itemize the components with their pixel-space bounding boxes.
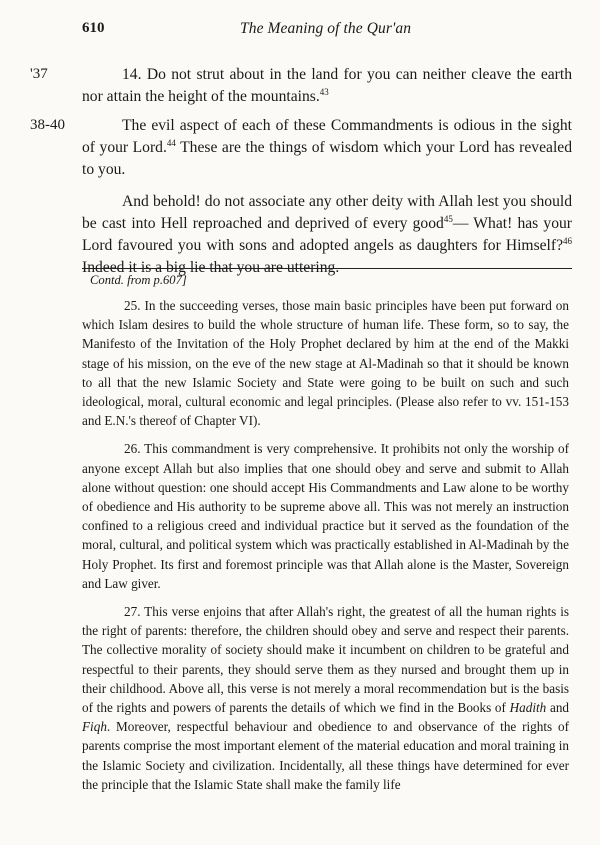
- note-26: 26. This commandment is very comprehensive. It prohibits not only the worship of anyone except Allah but also implies that one should obey and serve and submit to Allah alone without question: one should accept His Commandments and Law alone to be worthy of obedience and His authority to be supreme above all. This was not merely an instruction confined to a religious creed and individual practice but it served as the foundation of the moral, cultural, and political system which was practically established in Al-Madinah by the Holy Prophet. Its first and foremost principle was that Allah alone is the Master, Sovereign and Law giver.: [82, 441, 569, 591]
- footnote-divider: [82, 268, 572, 269]
- note-25: 25. In the succeeding verses, those main basic principles have been put forward on which Islam desires to build the whole structure of human life. These form, so to say, the Manifesto of the Invitation of the Holy Prophet declared by him at the end of the Makki stage of his mission, on the eve of the new stage at Al-Madinah so that it should be known to all that the new Islamic Society and State were going to be built on such and such ideological, moral, cultural economic and legal principles. (Please also refer to vv. 151-153 and E.N.'s thereof of Chapter VI).: [82, 298, 569, 429]
- footnote-marker-45: 45: [443, 213, 453, 224]
- footnote-marker-43: 43: [319, 86, 329, 97]
- note-text: 27. This verse enjoins that after Allah's right, the greatest of all the human rights is the right of parents: therefore, the children should obey and serve and respect their parents. The collective morality of society should make it incumbent on children to be grateful and respectful to their parents, they should serve them as they nursed and brought them up in their childhood. Above all, this verse is not merely a moral recommendation but is the basis of the rights and powers of parents the details of which we find in the Books of: [82, 604, 569, 716]
- term-hadith: Hadith: [509, 700, 547, 716]
- note-text: . Moreover, respectful behaviour and obedience to and observance of the rights of parents comprise the most important element of the material education and moral training in the Islamic Society and civilization. Incidentally, all these things have determined for ever the principle that the Islamic State shall make the family life: [82, 719, 569, 792]
- verse-text: These are the things of wisdom which your Lord has revealed to you.: [82, 139, 572, 178]
- continued-from-label: Contd. from p.607]: [90, 273, 187, 287]
- term-fiqh: Fiqh: [82, 719, 107, 735]
- verse-text: — What! has your Lord favoured you with sons and adopted angels as daughters for Himself?: [82, 215, 572, 254]
- verse-ref-37: '37: [30, 66, 48, 82]
- footnote-marker-44: 44: [166, 137, 176, 148]
- running-header-title: The Meaning of the Qur'an: [240, 20, 412, 37]
- note-text: and: [546, 700, 570, 716]
- footnote-marker-46: 46: [563, 235, 572, 246]
- note-27: [82, 602, 569, 794]
- verse-text: And behold! do not associate any other deity with Allah lest you should be cast into Hell reproached and deprived of every good: [82, 193, 572, 232]
- verse-text: The evil aspect of each of these Commandments is odious in the sight of your Lord.: [82, 117, 572, 156]
- page-number: 610: [82, 20, 105, 36]
- verse-38-40-para-2: [82, 191, 572, 279]
- verse-14: [82, 64, 572, 108]
- verses-38-40: [82, 115, 572, 279]
- explanatory-notes: [82, 296, 569, 794]
- verse-14-text: 14. Do not strut about in the land for you can neither cleave the earth nor attain the height of the mountains.: [82, 66, 572, 105]
- verse-ref-38-40: 38-40: [30, 117, 65, 133]
- verse-text: Indeed it is a big lie that you are uttering.: [82, 259, 340, 276]
- verse-38-40-para-1: [82, 115, 572, 181]
